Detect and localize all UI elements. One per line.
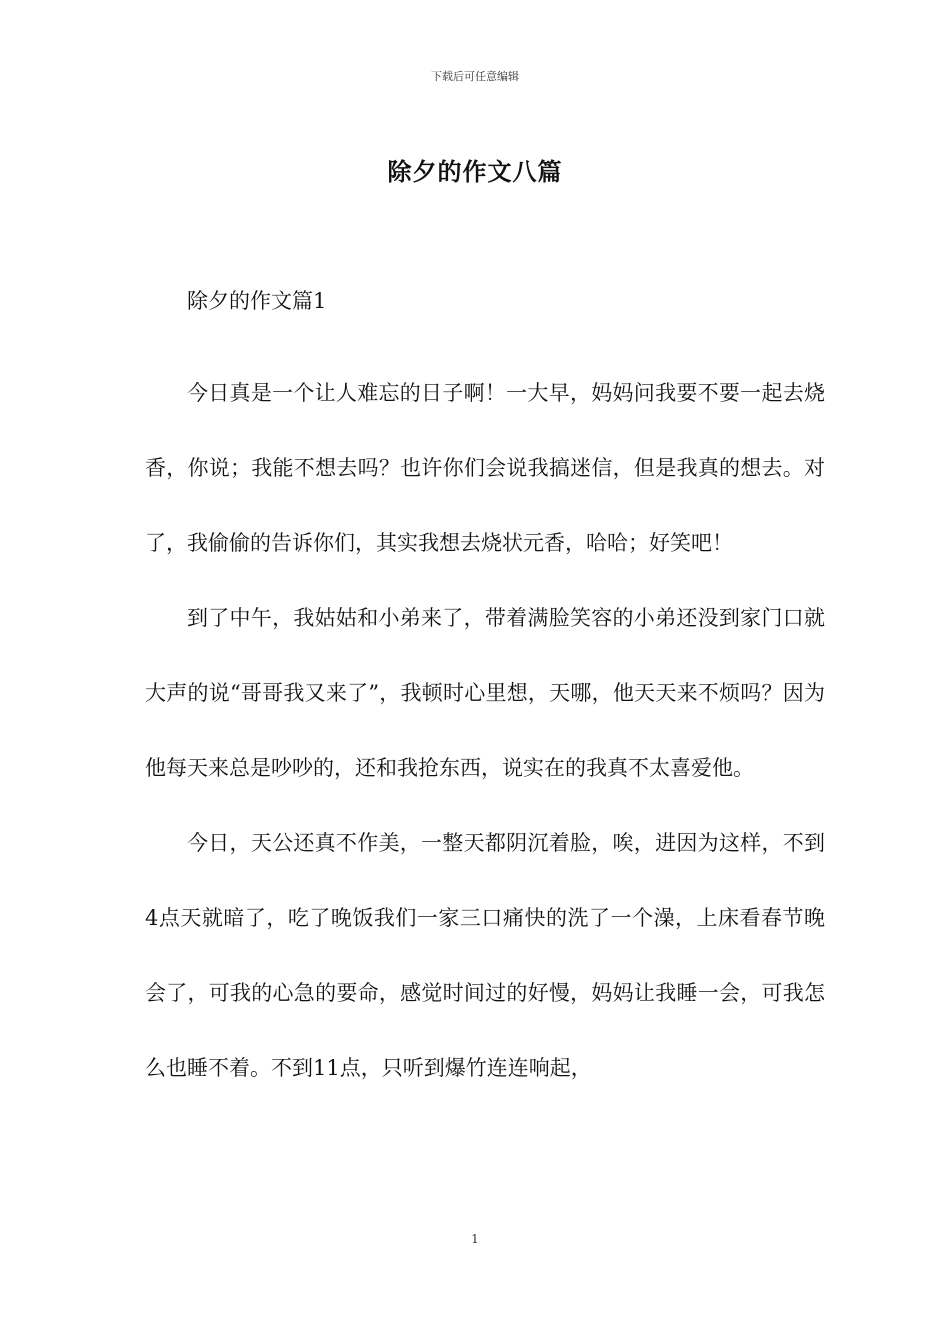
page-number: 1 [471, 1232, 479, 1246]
section-heading: 除夕的作文篇1 [187, 289, 327, 313]
paragraph-1: 今日真是一个让人难忘的日子啊！一大早，妈妈问我要不要一起去烧香，你说；我能不想去吗？也许你们会说我搞迷信，但是我真的想去。对了，我偷偷的告诉你们，其实我想去烧状元香，哈哈；好笑吧！ [145, 381, 825, 555]
paragraph-3: 今日，天公还真不作美，一整天都阴沉着脸，唉，进因为这样，不到4点天就暗了，吃了晚饭我们一家三口痛快的洗了一个澡，上床看春节晚会了，可我的心急的要命，感觉时间过的好慢，妈妈让我睡一会，可我怎么也睡不着。不到11点，只听到爆竹连连响起， [145, 831, 825, 1080]
header-note: 下载后可任意编辑 [431, 70, 519, 83]
document-body [145, 281, 825, 1106]
document-title: 除夕的作文八篇 [387, 157, 563, 186]
paragraph-2: 到了中午，我姑姑和小弟来了，带着满脸笑容的小弟还没到家门口就大声的说“哥哥我又来了”，我顿时心里想，天哪，他天天来不烦吗？因为他每天来总是吵吵的，还和我抢东西，说实在的我真不太喜爱他。 [145, 606, 825, 780]
